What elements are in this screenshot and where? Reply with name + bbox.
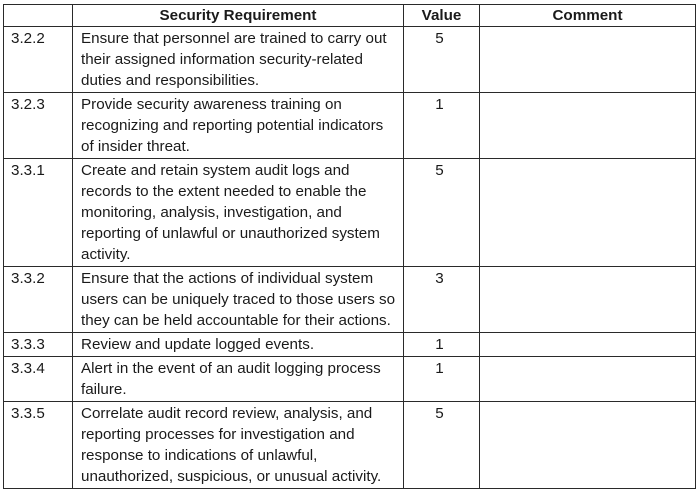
requirement-value: 3 [404, 267, 480, 333]
requirement-text: Ensure that personnel are trained to carry out their assigned information security-related duties and responsibilities. [73, 27, 404, 93]
requirement-id: 3.3.4 [4, 357, 73, 402]
header-value: Value [404, 5, 480, 27]
header-security-requirement: Security Requirement [73, 5, 404, 27]
requirement-id: 3.3.5 [4, 402, 73, 489]
requirement-id: 3.3.2 [4, 267, 73, 333]
requirement-value: 1 [404, 333, 480, 357]
requirement-id: 3.2.3 [4, 93, 73, 159]
table-row [4, 267, 696, 333]
requirement-text: Provide security awareness training on recognizing and reporting potential indicators of insider threat. [73, 93, 404, 159]
requirement-text: Create and retain system audit logs and records to the extent needed to enable the monitoring, analysis, investigation, and reporting of unlawful or unauthorized system activity. [73, 159, 404, 267]
requirement-comment [480, 267, 696, 333]
requirement-id: 3.3.3 [4, 333, 73, 357]
header-comment: Comment [480, 5, 696, 27]
table-body [4, 27, 696, 489]
requirement-id: 3.2.2 [4, 27, 73, 93]
requirement-value: 5 [404, 159, 480, 267]
header-id [4, 5, 73, 27]
requirement-value: 5 [404, 402, 480, 489]
table-row [4, 93, 696, 159]
requirement-id: 3.3.1 [4, 159, 73, 267]
requirement-text: Alert in the event of an audit logging process failure. [73, 357, 404, 402]
requirement-text: Correlate audit record review, analysis, and reporting processes for investigation and response to indications of unlawful, unauthorized, suspicious, or unusual activity. [73, 402, 404, 489]
requirement-comment [480, 402, 696, 489]
table-row [4, 402, 696, 489]
table-row [4, 333, 696, 357]
requirement-comment [480, 357, 696, 402]
requirement-text: Review and update logged events. [73, 333, 404, 357]
requirement-comment [480, 93, 696, 159]
requirement-comment [480, 159, 696, 267]
table-header [4, 5, 696, 27]
requirement-comment [480, 333, 696, 357]
header-row [4, 5, 696, 27]
table-row [4, 357, 696, 402]
requirement-value: 1 [404, 93, 480, 159]
table-row [4, 27, 696, 93]
requirement-text: Ensure that the actions of individual system users can be uniquely traced to those users so they can be held accountable for their actions. [73, 267, 404, 333]
requirement-value: 5 [404, 27, 480, 93]
security-requirements-table [3, 4, 696, 489]
requirement-value: 1 [404, 357, 480, 402]
requirement-comment [480, 27, 696, 93]
table-row [4, 159, 696, 267]
